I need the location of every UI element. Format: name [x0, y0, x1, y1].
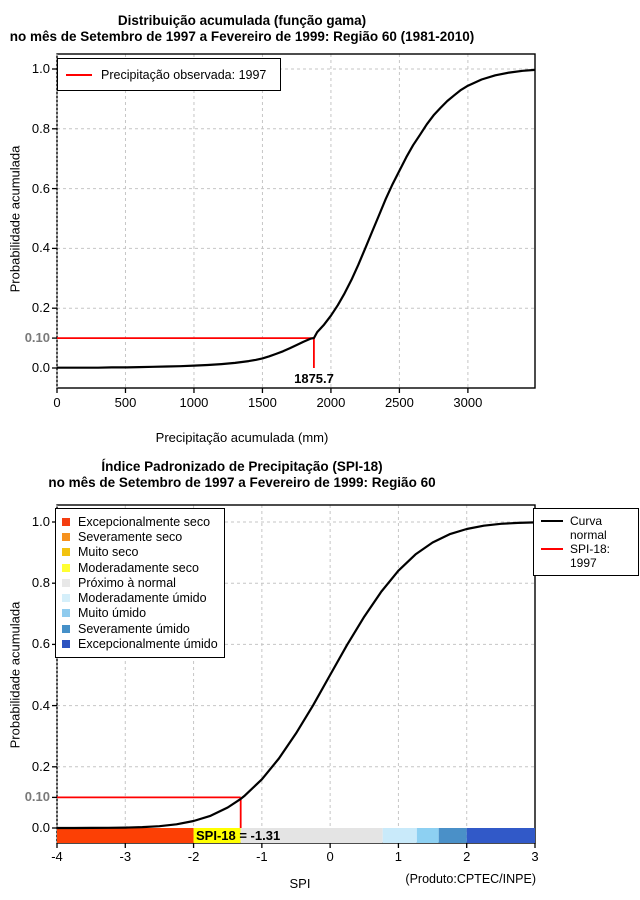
top-x-tick-label: 2000 [316, 395, 346, 410]
spi-category-bar-segment [467, 828, 535, 843]
category-legend-item [62, 606, 218, 621]
bottom-x-tick-label: 0 [326, 849, 334, 864]
top-prob-highlight-label: 0.10 [24, 330, 50, 345]
category-legend-label: Muito seco [78, 545, 139, 560]
top-y-tick-label: 0.2 [31, 300, 50, 316]
bottom-x-tick-label: -2 [187, 849, 200, 864]
category-color-swatch-icon [62, 518, 70, 526]
category-color-swatch-icon [62, 579, 70, 587]
bottom-y-tick-label: 0.0 [31, 820, 50, 835]
top-y-tick-label: 0.0 [31, 360, 50, 375]
spi-categories-legend [55, 508, 225, 658]
category-color-swatch-icon [62, 533, 70, 541]
spi-category-bar-segment [417, 828, 439, 843]
category-legend-label: Excepcionalmente seco [78, 514, 211, 529]
category-legend-item [62, 636, 218, 651]
top-x-tick-label: 1000 [179, 395, 209, 410]
top-y-tick-label: 0.6 [31, 180, 50, 196]
bottom-chart-title-line1: Índice Padronizado de Precipitação (SPI-18) [101, 459, 383, 474]
top-x-axis-title: Precipitação acumulada (mm) [155, 430, 329, 445]
spi-value-label: SPI-18 = -1.31 [196, 828, 281, 843]
bottom-x-tick-label: 1 [394, 849, 403, 864]
bottom-y-tick-label: 0.2 [31, 758, 50, 774]
bottom-x-axis-title: SPI [289, 876, 311, 891]
top-y-tick-label: 0.4 [31, 240, 50, 256]
category-color-swatch-icon [62, 548, 70, 556]
category-legend-label: Excepcionalmente úmido [78, 637, 218, 652]
curves-legend [533, 508, 639, 576]
top-x-tick-label: 1500 [247, 395, 277, 410]
bottom-x-tick-label: 3 [531, 849, 539, 864]
curve-legend-item [541, 514, 631, 542]
top-x-tick-label: 500 [114, 395, 137, 410]
top-x-tick-label: 0 [53, 395, 61, 410]
category-color-swatch-icon [62, 625, 70, 633]
top-x-tick-label: 2500 [384, 395, 414, 410]
curve-legend-item [541, 542, 631, 570]
category-legend-item [62, 529, 218, 544]
bottom-y-tick-label: 0.6 [31, 636, 50, 652]
category-legend-label: Severamente seco [78, 529, 183, 544]
spi-category-bar-segment [439, 828, 467, 843]
bottom-x-tick-label: -4 [51, 849, 63, 864]
category-legend-item [62, 590, 218, 605]
bottom-x-tick-label: 2 [463, 849, 471, 864]
bottom-x-tick-label: -3 [119, 849, 132, 864]
bottom-y-tick-label: 0.8 [31, 575, 50, 591]
top-legend-label: Precipitação observada: 1997 [101, 67, 267, 82]
top-y-tick-label: 1.0 [31, 61, 50, 76]
top-chart-legend [57, 58, 281, 91]
legend-line-swatch-icon [541, 520, 563, 522]
red-line-swatch-icon [66, 74, 92, 76]
category-legend-item [62, 560, 218, 575]
curve-legend-label: SPI-18: 1997 [570, 542, 611, 570]
category-legend-label: Muito úmido [78, 606, 147, 621]
category-legend-label: Severamente úmido [78, 621, 190, 636]
category-color-swatch-icon [62, 640, 70, 648]
top-chart-title-line2: no mês de Setembro de 1997 a Fevereiro de 1999: Região 60 (1981-2010) [9, 29, 475, 44]
category-legend-item [62, 575, 218, 590]
legend-line-swatch-icon [541, 548, 563, 550]
credit-text: (Produto:CPTEC/INPE) [405, 872, 536, 886]
top-observed-value-label: 1875.7 [294, 371, 334, 386]
category-color-swatch-icon [62, 609, 70, 617]
top-chart-title-line1: Distribuição acumulada (função gama) [117, 13, 367, 28]
bottom-chart-title-line2: no mês de Setembro de 1997 a Fevereiro de 1999: Região 60 [48, 475, 436, 490]
curve-legend-label: Curva normal [570, 514, 607, 542]
top-cdf-curve [57, 67, 535, 368]
category-legend-label: Próximo à normal [78, 575, 176, 590]
category-legend-label: Moderadamente úmido [78, 591, 207, 606]
bottom-x-tick-label: -1 [256, 849, 268, 864]
category-legend-item [62, 514, 218, 529]
top-y-axis-title: Probabilidade acumulada [7, 145, 23, 293]
top-y-tick-label: 0.8 [31, 120, 50, 136]
category-color-swatch-icon [62, 594, 70, 602]
bottom-y-axis-title: Probabilidade acumulada [7, 601, 23, 749]
bottom-y-tick-label: 0.4 [31, 697, 50, 713]
spi-category-bar-segment [57, 828, 194, 843]
category-color-swatch-icon [62, 564, 70, 572]
top-x-tick-label: 3000 [453, 395, 483, 410]
bottom-prob-highlight-label: 0.10 [24, 789, 50, 804]
category-legend-item [62, 545, 218, 560]
bottom-y-tick-label: 1.0 [31, 514, 50, 529]
category-legend-label: Moderadamente seco [78, 560, 199, 575]
category-legend-item [62, 621, 218, 636]
spi-category-bar-segment [383, 828, 417, 843]
